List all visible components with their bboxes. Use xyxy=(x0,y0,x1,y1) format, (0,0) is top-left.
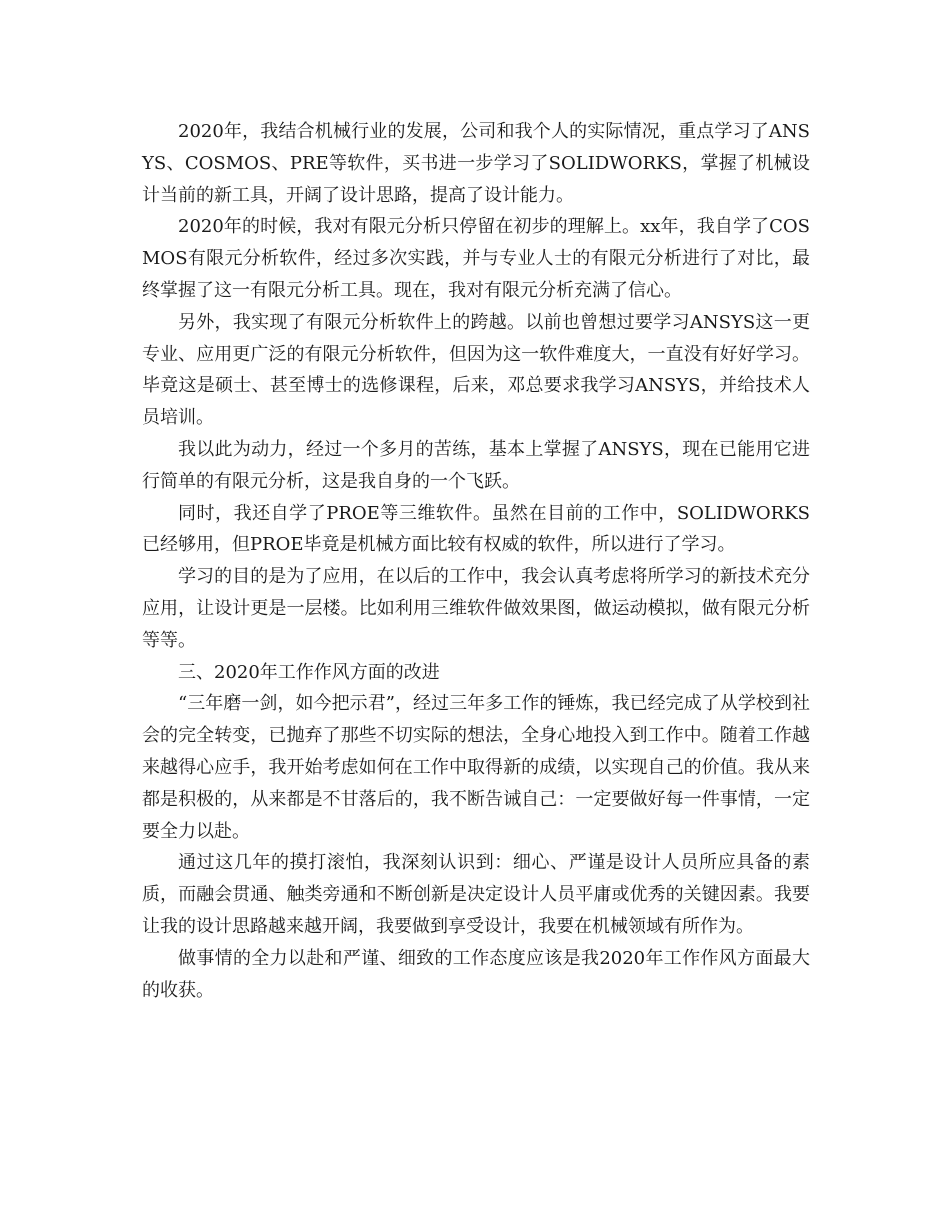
paragraph-2: 2020年的时候，我对有限元分析只停留在初步的理解上。xx年，我自学了COSMOS有限元分析软件，经过多次实践，并与专业人士的有限元分析进行了对比，最终掌握了这一有限元分析工具。现在，我对有限元分析充满了信心。 xyxy=(142,216,810,301)
paragraph-1: 2020年，我结合机械行业的发展，公司和我个人的实际情况，重点学习了ANSYS、COSMOS、PRE等软件，买书进一步学习了SOLIDWORKS，掌握了机械设计当前的新工具，开阔了设计思路，提高了设计能力。 xyxy=(142,121,810,206)
section-heading: 三、2020年工作作风方面的改进 xyxy=(178,661,440,683)
paragraph-7: “三年磨一剑，如今把示君”，经过三年多工作的锤炼，我已经完成了从学校到社会的完全转变，已抛弃了那些不切实际的想法，全身心地投入到工作中。随着工作越来越得心应手，我开始考虑如何在工作中取得新的成绩，以实现自己的价值。我从来都是积极的，从来都是不甘落后的，我不断告诫自己：一定要做好每一件事情，一定要全力以赴。 xyxy=(142,693,810,842)
paragraph-6: 学习的目的是为了应用，在以后的工作中，我会认真考虑将所学习的新技术充分应用，让设计更是一层楼。比如利用三维软件做效果图，做运动模拟，做有限元分析等等。 xyxy=(142,566,810,651)
paragraph-8: 通过这几年的摸打滚怕，我深刻认识到：细心、严谨是设计人员所应具备的素质，而融会贯通、触类旁通和不断创新是决定设计人员平庸或优秀的关键因素。我要让我的设计思路越来越开阔，我要做到享受设计，我要在机械领域有所作为。 xyxy=(142,852,810,937)
paragraph-9: 做事情的全力以赴和严谨、细致的工作态度应该是我2020年工作作风方面最大的收获。 xyxy=(142,947,810,1001)
paragraph-4: 我以此为动力，经过一个多月的苦练，基本上掌握了ANSYS，现在已能用它进行简单的有限元分析，这是我自身的一个飞跃。 xyxy=(142,438,810,492)
document-body xyxy=(142,116,810,1006)
paragraph-5: 同时，我还自学了PROE等三维软件。虽然在目前的工作中，SOLIDWORKS已经够用，但PROE毕竟是机械方面比较有权威的软件，所以进行了学习。 xyxy=(142,502,810,556)
paragraph-3: 另外，我实现了有限元分析软件上的跨越。以前也曾想过要学习ANSYS这一更专业、应用更广泛的有限元分析软件，但因为这一软件难度大，一直没有好好学习。毕竟这是硕士、甚至博士的选修课程，后来，邓总要求我学习ANSYS，并给技术人员培训。 xyxy=(142,311,810,429)
